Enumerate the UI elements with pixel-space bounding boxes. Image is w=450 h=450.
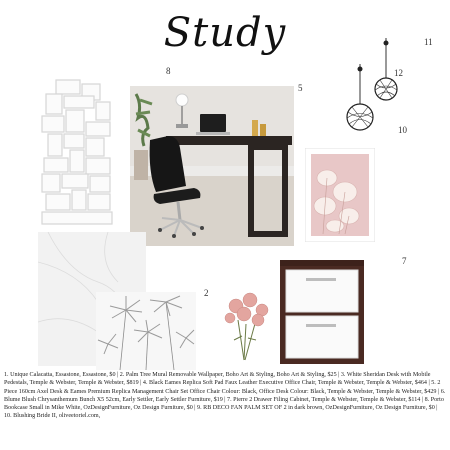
filing-cabinet-image (280, 260, 364, 364)
label-number-11: 11 (424, 37, 433, 47)
flower-bunch-image (218, 290, 274, 362)
label-number-5: 5 (298, 83, 303, 93)
desk-chair-photo (130, 86, 294, 246)
palm-wallpaper-swatch (96, 292, 196, 370)
label-number-7: 7 (402, 256, 407, 266)
bookcase-image (38, 78, 118, 228)
pendant-lamps-image (340, 38, 406, 134)
label-number-2: 2 (204, 288, 209, 298)
label-number-12: 12 (394, 68, 403, 78)
board-title: Study (163, 10, 287, 56)
product-list-caption: 1. Unique Calacatta, Essastone, Essastone, $0 | 2. Palm Tree Mural Removable Wallpaper, Boho Art & Styling, Boho Art & Styling, $25 | 3. White Sheridan Desk with Mobile Pedestals, Temple & Webster, Temple & Webster, $819 | 4. Black Eames Replica Soft Pad Faux Leather Executive Office Chair, Temple & Webster, Temple & Webster, $464 | 5. 2 Piece 160cm Axel Desk & Eames Premium Replica Management Chair Set Office Chair Colour: Black, Office Desk Colour: Black, Temple & Webster, Temple & Webster, $429 | 6. Blume Blush Chrysanthemum Bunch X5 52cm, Early Settler, Early Settler Furniture, $19 | 7. Pierre 2 Drawer Filing Cabinet, Temple & Webster, Temple & Webster, $114 | 8. Porto Bookcase Small in Mike White, OzDesignFurniture, Oz Design Furniture, $0 | 9. RB DECO FAN PALM SET OF 2 in dark brown, OzDesignFurniture, Oz Design Furniture, $0 | 10. Blushing Bride II, oliveetoriel.com, (4, 372, 446, 420)
blush-bride-artwork (305, 148, 375, 242)
label-number-10: 10 (398, 125, 407, 135)
label-number-8: 8 (166, 66, 171, 76)
